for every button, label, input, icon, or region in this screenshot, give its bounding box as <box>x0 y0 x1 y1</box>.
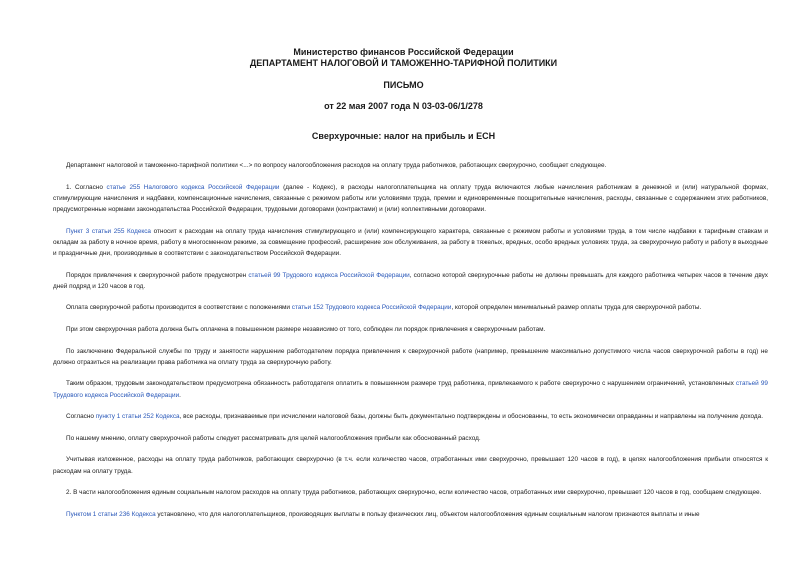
paragraph-text: Оплата сверхурочной работы производится в соответствии с положениями <box>66 304 292 312</box>
paragraph <box>53 346 768 368</box>
law-reference-link[interactable]: статьей 99 Трудового кодекса Российской Федерации <box>248 271 410 279</box>
paragraph-text: 2. В части налогообложения единым социальным налогом расходов на оплату труда работников, работающих сверхурочно, если количество часов, отработанных ими сверхурочно, превышает 120 часов в год, сообщаем следующее. <box>66 489 762 497</box>
law-reference-link[interactable]: пункту 1 статьи 252 Кодекса <box>95 413 180 421</box>
paragraph-text: , согласно которой сверхурочные работы не должны превышать для каждого работника четырех часов в течение двух дней подряд и 120 часов в год. <box>53 271 768 290</box>
document-date-number: от 22 мая 2007 года N 03-03-06/1/278 <box>324 101 483 111</box>
law-reference-link[interactable]: статьи 152 Трудового кодекса Российской Федерации <box>291 304 452 312</box>
paragraph-text: Согласно <box>66 413 96 421</box>
paragraph-text: , которой определен минимальный размер оплаты труда для сверхурочной работы. <box>451 304 702 312</box>
paragraph-text: . <box>179 391 181 399</box>
paragraph <box>53 270 768 292</box>
paragraph <box>53 324 768 335</box>
law-reference-link[interactable]: Пункт 3 статьи 255 Кодекса <box>66 227 151 235</box>
paragraph-text: По нашему мнению, оплату сверхурочной работы следует рассматривать для целей налогообложения прибыли как обоснованный расход. <box>66 434 481 442</box>
paragraph <box>53 509 768 520</box>
paragraph <box>53 160 768 171</box>
document-subject: Сверхурочные: налог на прибыль и ЕСН <box>311 131 496 141</box>
document-body <box>53 160 768 530</box>
paragraph <box>53 378 768 400</box>
paragraph-text: относит к расходам на оплату труда начисления стимулирующего и (или) компенсирующего характера, связанные с режимом работы и условиями труда, в том числе надбавки к тарифным ставкам и окладам за работу в ночное время, работу в многосменном режиме, за совмещение профессий, расширение зон обслуживания, за работу в тяжелых, вредных, особо вредных условиях труда, за сверхурочную работу и работу в выходные и праздничные дни, производимые в соответствии с законодательством Российской Федерации. <box>53 227 768 257</box>
department-heading: ДЕПАРТАМЕНТ НАЛОГОВОЙ И ТАМОЖЕННО-ТАРИФНОЙ ПОЛИТИКИ <box>249 58 558 68</box>
law-reference-link[interactable]: статье 255 Налогового кодекса Российской Федерации <box>106 183 280 191</box>
paragraph-text: установлено, что для налогоплательщиков, производящих выплаты в пользу физических лиц, объектом налогообложения единым социальным налогом признаются выплаты и иные <box>155 510 700 518</box>
paragraph-text: 1. Согласно <box>66 183 107 191</box>
document-type-heading: ПИСЬМО <box>383 80 424 90</box>
ministry-heading: Министерство финансов Российской Федерации <box>293 47 514 57</box>
paragraph <box>53 226 768 260</box>
paragraph-text: Департамент налоговой и таможенно-тарифной политики <...> по вопросу налогообложения расходов на оплату труда работников, работающих сверхурочно, сообщает следующее. <box>66 162 607 169</box>
paragraph-text: По заключению Федеральной службы по труду и занятости нарушение работодателем порядка привлечения к сверхурочной работе (например, превышение максимально допустимого числа часов сверхурочной работы в год) не должно отразиться на реализации права работника на оплату труда за сверхурочную работу. <box>53 347 768 366</box>
paragraph-text: Порядок привлечения к сверхурочной работе предусмотрен <box>66 271 249 279</box>
paragraph-text: , все расходы, признаваемые при исчислении налоговой базы, должны быть документально подтверждены и обоснованны, то есть экономически оправданны и направлены на получение дохода. <box>179 413 763 421</box>
paragraph <box>53 411 768 422</box>
paragraph <box>53 454 768 476</box>
law-reference-link[interactable]: Пунктом 1 статьи 236 Кодекса <box>66 510 156 518</box>
paragraph-text: При этом сверхурочная работа должна быть оплачена в повышенном размере независимо от того, соблюден ли порядок привлечения к сверхурочным работам. <box>66 325 546 333</box>
paragraph <box>53 487 768 498</box>
paragraph-text: (далее - Кодекс), в расходы налогоплательщика на оплату труда включаются любые начисления работникам в денежной и (или) натуральной формах, стимулирующие начисления и надбавки, компенсационные начисления, связанные с режимом работы или условиями труда, премии и единовременные поощрительные начисления, расходы, связанные с содержанием этих работников, предусмотренные нормами законодательства Российской Федерации, трудовыми договорами (контрактами) и (или) коллективными договорами. <box>53 183 768 213</box>
paragraph <box>53 182 768 216</box>
paragraph-text: Таким образом, трудовым законодательством предусмотрена обязанность работодателя оплатить в повышенном размере труд работника, привлекаемого к работе сверхурочно с нарушением ограничений, установленных <box>66 380 736 388</box>
paragraph <box>53 433 768 444</box>
paragraph-text: Учитывая изложенное, расходы на оплату труда работников, работающих сверхурочно (в т.ч. если количество часов, отработанных ими сверхурочно, превышает 120 часов в год), в целях налогообложения прибыли относятся к расходам на оплату труда. <box>53 456 768 475</box>
law-reference-link[interactable]: статьей 99 Трудового кодекса Российской Федерации <box>53 380 768 399</box>
paragraph <box>53 302 768 313</box>
